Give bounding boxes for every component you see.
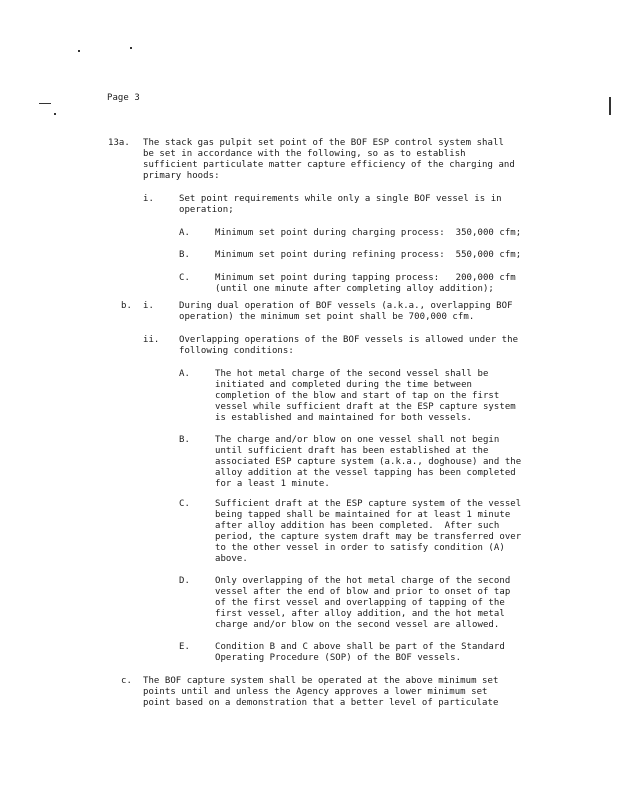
condition-line: Condition B and C above shall be part of the Standard [215,642,505,652]
item-line: The BOF capture system shall be operated at the above minimum set [143,676,499,686]
item-line: operation) the minimum set point shall be 700,000 cfm. [179,312,475,322]
scan-speck [54,113,56,115]
condition-line: Sufficient draft at the ESP capture system of the vessel [215,499,522,509]
condition-line: above. [215,554,248,564]
condition-line: Only overlapping of the hot metal charge of the second [215,576,511,586]
condition-line: alloy addition at the vessel tapping has been completed [215,468,516,478]
sub-item-line: Minimum set point during tapping process: 200,000 cfm [215,273,516,283]
sub-item-letter: A. [179,228,190,238]
condition-line: associated ESP capture system (a.k.a., doghouse) and the [215,457,522,467]
condition-line: for a least 1 minute. [215,479,330,489]
paragraph-line: sufficient particulate matter capture efficiency of the charging and [143,160,515,170]
condition-line: is established and maintained for both vessels. [215,413,473,423]
sub-item-line: Minimum set point during charging process: 350,000 cfm; [215,228,522,238]
page-label: Page 3 [107,93,140,103]
scan-speck [130,47,132,49]
condition-line: charge and/or blow on the second vessel are allowed. [215,620,500,630]
paragraph-number: 13a. [108,138,130,148]
item-letter: c. [121,676,132,686]
condition-line: being tapped shall be maintained for at least 1 minute [215,510,511,520]
item-line: Set point requirements while only a single BOF vessel is in [179,194,502,204]
condition-letter: D. [179,576,190,586]
condition-line: Operating Procedure (SOP) of the BOF vessels. [215,653,462,663]
condition-letter: B. [179,435,190,445]
item-line: operation; [179,205,234,215]
item-line: During dual operation of BOF vessels (a.k.a., overlapping BOF [179,301,513,311]
condition-line: to the other vessel in order to satisfy condition (A) [215,543,505,553]
margin-bar [609,97,611,115]
condition-line: vessel after the end of blow and prior to onset of tap [215,587,511,597]
sub-item-letter: B. [179,250,190,260]
item-letter: b. [121,301,132,311]
paragraph-line: The stack gas pulpit set point of the BOF ESP control system shall [143,138,504,148]
paragraph-line: primary hoods: [143,171,220,181]
condition-line: first vessel, after alloy addition, and the hot metal [215,609,505,619]
sub-item-letter: C. [179,273,190,283]
condition-line: vessel while sufficient draft at the ESP capture system [215,402,516,412]
scan-speck [39,103,51,104]
sub-item-line: (until one minute after completing alloy addition); [215,284,494,294]
condition-line: of the first vessel and overlapping of tapping of the [215,598,505,608]
paragraph-line: be set in accordance with the following, so as to establish [143,149,466,159]
item-number: ii. [143,335,160,345]
item-number: i. [143,301,154,311]
condition-line: period, the capture system draft may be transferred over [215,532,522,542]
condition-line: completion of the blow and start of tap on the first [215,391,500,401]
condition-line: The hot metal charge of the second vessel shall be [215,369,489,379]
item-line: point based on a demonstration that a better level of particulate [143,698,499,708]
item-line: following conditions: [179,346,294,356]
condition-letter: E. [179,642,190,652]
item-line: Overlapping operations of the BOF vessels is allowed under the [179,335,519,345]
condition-line: until sufficient draft has been established at the [215,446,489,456]
condition-line: The charge and/or blow on one vessel shall not begin [215,435,500,445]
condition-letter: C. [179,499,190,509]
item-line: points until and unless the Agency approves a lower minimum set [143,687,488,697]
condition-line: initiated and completed during the time between [215,380,473,390]
item-number: i. [143,194,154,204]
scan-speck [78,50,80,52]
condition-letter: A. [179,369,190,379]
sub-item-line: Minimum set point during refining process: 550,000 cfm; [215,250,522,260]
condition-line: after alloy addition has been completed. After such [215,521,500,531]
